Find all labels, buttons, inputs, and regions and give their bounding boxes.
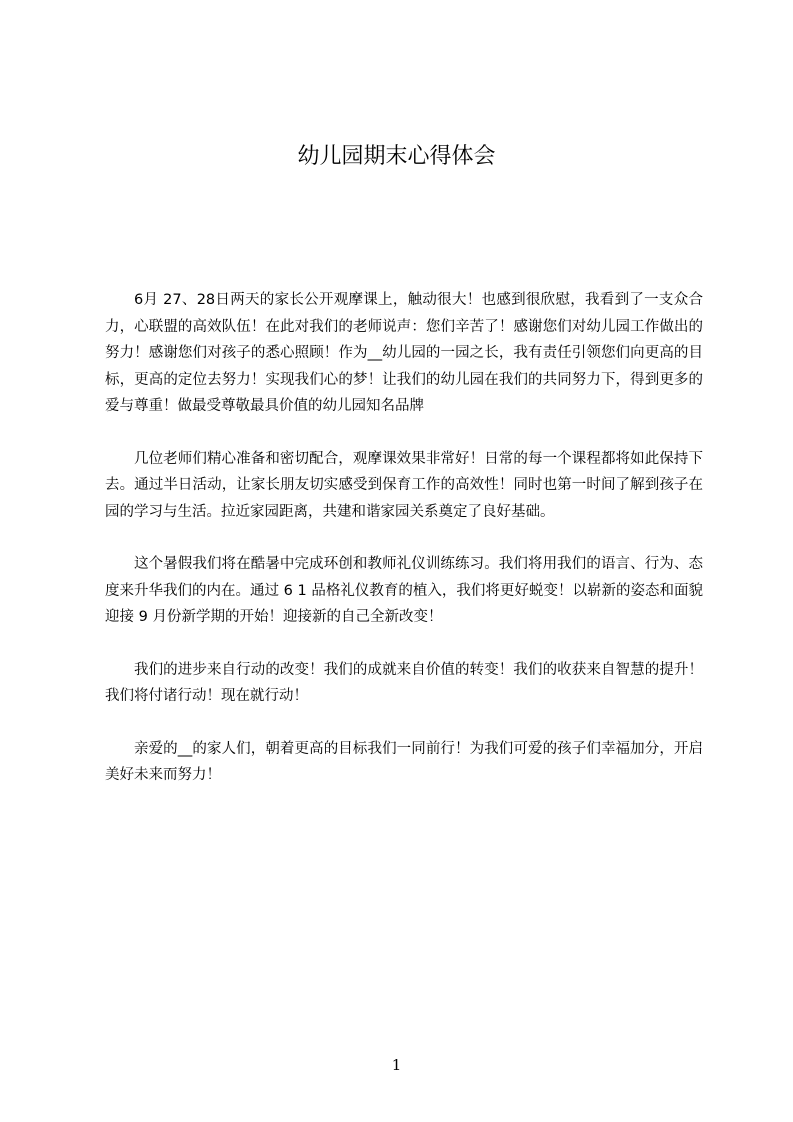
page-number: 1 — [391, 1056, 402, 1074]
document-title: 幼儿园期末心得体会 — [297, 144, 496, 169]
paragraph-5: 亲爱的__的家人们，朝着更高的目标我们一同前行！为我们可爱的孩子们幸福加分，开启美好未来而努力！ — [105, 740, 703, 783]
paragraph-3: 这个暑假我们将在酷暑中完成环创和教师礼仪训练练习。我们将用我们的语言、行为、态度来升华我们的内在。通过 6 1 品格礼仪教育的植入，我们将更好蜕变！以崭新的姿态和面貌迎接 9 月份新学期的开始！迎接新的自己全新改变！ — [105, 556, 703, 625]
paragraph-1: 6月 27、28日两天的家长公开观摩课上，触动很大！也感到很欣慰，我看到了一支众合力，心联盟的高效队伍！在此对我们的老师说声：您们辛苦了！感谢您们对幼儿园工作做出的努力！感谢您们对孩子的悉心照顾！作为__幼儿园的一园之长，我有责任引领您们向更高的目标，更高的定位去努力！实现我们心的梦！让我们的幼儿园在我们的共同努力下，得到更多的爱与尊重！做最受尊敬最具价值的幼儿园知名品牌 — [105, 292, 703, 414]
document-body — [105, 287, 703, 815]
paragraph-2: 几位老师们精心准备和密切配合，观摩课效果非常好！日常的每一个课程都将如此保持下去。通过半日活动，让家长朋友切实感受到保育工作的高效性！同时也第一时间了解到孩子在园的学习与生活。拉近家园距离，共建和谐家园关系奠定了良好基础。 — [105, 450, 703, 520]
paragraph-4: 我们的进步来自行动的改变！我们的成就来自价值的转变！我们的收获来自智慧的提升！我们将付诸行动！现在就行动！ — [105, 661, 703, 704]
